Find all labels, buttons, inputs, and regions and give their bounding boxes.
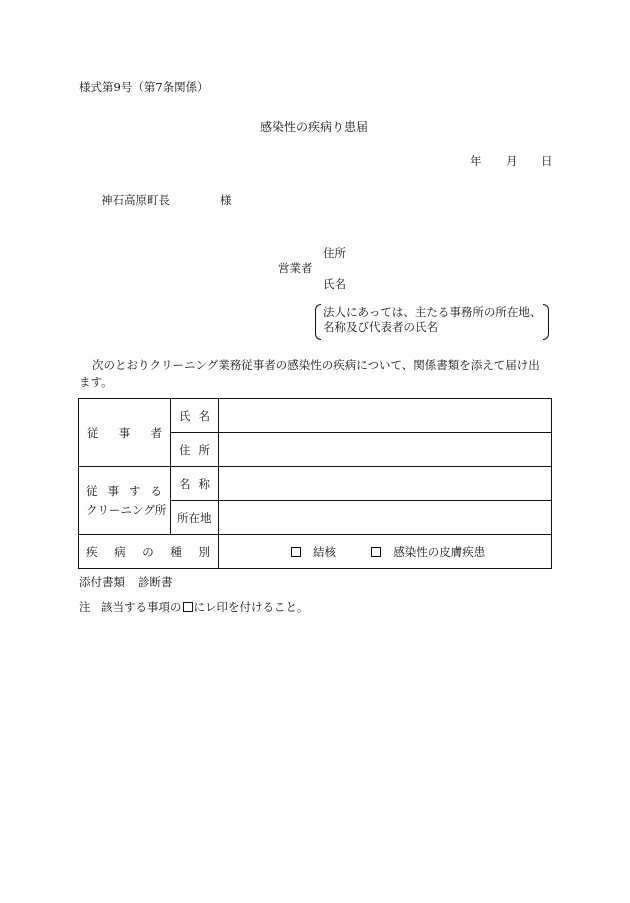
worker-address-field[interactable] [219,433,552,467]
shop-name-field[interactable] [219,467,552,501]
disease-options-cell [219,535,552,569]
footnote-prefix: 注 [79,600,91,614]
form-title: 感染性の疾病り患届 [260,120,369,134]
date-month: 月 [506,154,518,168]
checkbox-symbol-icon [183,602,193,612]
worker-label-cell: 従 事 者 [79,399,171,467]
applicant-label: 営業者 [278,261,313,275]
applicant-address-label: 住所 [323,246,346,260]
addressee-honorific: 様 [220,193,232,207]
notification-table [78,398,552,569]
bracket-left [315,304,321,340]
corporate-note-line2: 名称及び代表者の氏名 [323,320,438,334]
worker-name-label: 氏 名 [171,399,219,433]
date-year: 年 [470,154,482,168]
footnote: 該当する事項の にレ印を付けること。 [101,600,309,614]
shop-location-label: 所在地 [171,501,219,535]
tuberculosis-label: 結核 [313,544,336,559]
attachments-label: 添付書類 [79,575,125,589]
shop-name-label: 名 称 [171,467,219,501]
skin-disease-label: 感染性の皮膚疾患 [393,544,486,559]
applicant-name-label: 氏名 [323,277,346,291]
body-text-line2: ます。 [79,375,113,389]
shop-location-field[interactable] [219,501,552,535]
worker-address-label: 住 所 [171,433,219,467]
attachments-value: 診断書 [138,575,173,589]
bracket-right [543,304,549,340]
tuberculosis-checkbox[interactable] [291,547,301,557]
date-day: 日 [541,154,553,168]
body-text-line1: 次のとおりクリーニング業務従事者の感染性の疾病について、関係書類を添えて届け出 [92,358,540,372]
corporate-note-line1: 法人にあっては、主たる事務所の所在地、 [323,305,542,319]
form-number: 様式第9号（第7条関係） [79,80,209,94]
shop-label-cell: 従 事 す る クリーニング所 [79,467,171,535]
skin-disease-checkbox[interactable] [371,547,381,557]
addressee-name: 神石高原町長 [101,193,170,207]
worker-name-field[interactable] [219,399,552,433]
disease-type-label: 疾 病 の 種 別 [79,535,219,569]
